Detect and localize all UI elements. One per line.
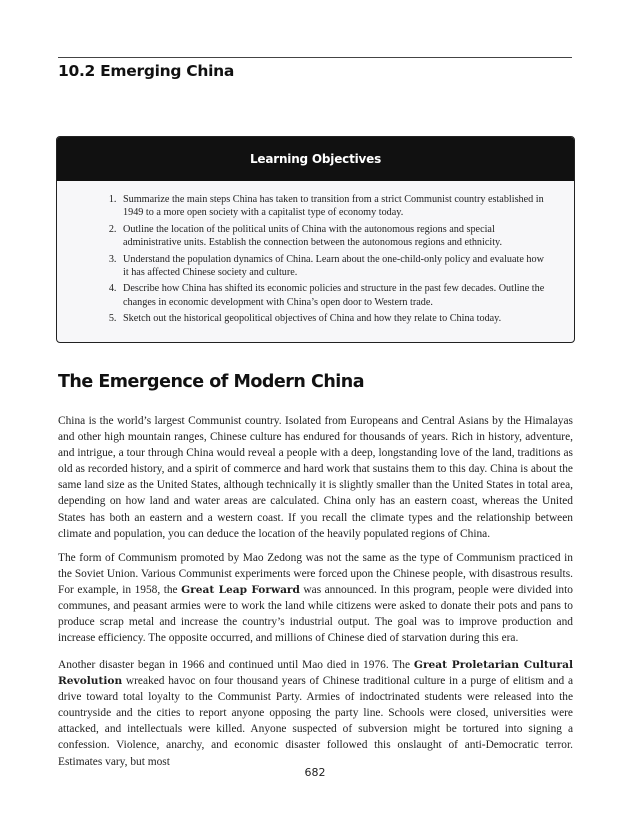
subsection-heading: The Emergence of Modern China (58, 372, 365, 392)
page-number: 682 (304, 766, 326, 779)
paragraph-text: was announced. In this program, people were divided into communes, and peasant armies were to work the land while citizens were asked to donate their pots and pans to produce scrap metal and increase the country’s industrial output. The goal was to improve production and increase efficiency. The opposite occurred, and millions of Chinese died of starvation during this era. (58, 584, 573, 645)
paragraph-intro: China is the world’s largest Communist country. Isolated from Europeans and Central Asians by the Himalayas and other high mountain ranges, Chinese culture has endured for thousands of years. Rich in history, adventure, and intrigue, a tour through China would reveal a people with a deep, longstanding love of the land, traditions as old as recorded history, and a spirit of commerce and hard work that sustains them to this day. China is about the same land size as the United States, although technically it is slightly smaller than the United States in total area, depending on how land and water areas are calculated. China only has an eastern coast, whereas the United States has both an eastern and a western coast. If you recall the climate types and the relationship between climate and population, you can deduce the location of the heavily populated regions of China. (58, 415, 573, 540)
learning-objectives-title: Learning Objectives (57, 137, 574, 181)
paragraph-text: The form of Communism promoted by Mao Zedong was not the same as the type of Communism practiced in the Soviet Union. Various Communist experiments were forced upon the Chinese people, with disastrous results. For example, in 1958, the (58, 552, 573, 597)
header-rule (58, 57, 572, 58)
paragraph-cultural-revolution (58, 657, 573, 770)
learning-objectives-list (57, 181, 574, 326)
objective-item: 4. Describe how China has shifted its economic policies and structure in the past few decades. Outline the changes in economic development with China’s open door to Western trade. (119, 282, 546, 309)
key-term-cultural-revolution: Great Proletarian Cultural Revolution (58, 659, 573, 688)
objective-item: 1. Summarize the main steps China has taken to transition from a strict Communist country established in 1949 to a more open society with a capitalist type of economy today. (119, 193, 546, 220)
paragraph-text: wreaked havoc on four thousand years of Chinese traditional culture in a purge of elitism and a drive toward total loyalty to the Communist Party. Armies of indoctrinated students were released into the countryside and the cities to report anyone opposing the party line. Schools were closed, universities were attacked, and intellectuals were killed. Anyone suspected of subversion might be tortured into signing a confession. Violence, anarchy, and economic disaster followed this onslaught of anti-Democratic terror. Estimates vary, but most (58, 675, 573, 768)
objective-item: 3. Understand the population dynamics of China. Learn about the one-child-only policy and evaluate how it has affected Chinese society and culture. (119, 253, 546, 280)
objective-item: 5. Sketch out the historical geopolitical objectives of China and how they relate to China today. (119, 312, 546, 325)
paragraph-text: Another disaster began in 1966 and continued until Mao died in 1976. The (58, 659, 414, 671)
key-term-great-leap-forward: Great Leap Forward (181, 584, 300, 597)
learning-objectives-box (56, 136, 575, 343)
section-heading: 10.2 Emerging China (58, 62, 234, 80)
objective-item: 2. Outline the location of the political units of China with the autonomous regions and special administrative units. Establish the connection between the autonomous regions and ethnicity. (119, 223, 546, 250)
paragraph-great-leap (58, 550, 573, 647)
